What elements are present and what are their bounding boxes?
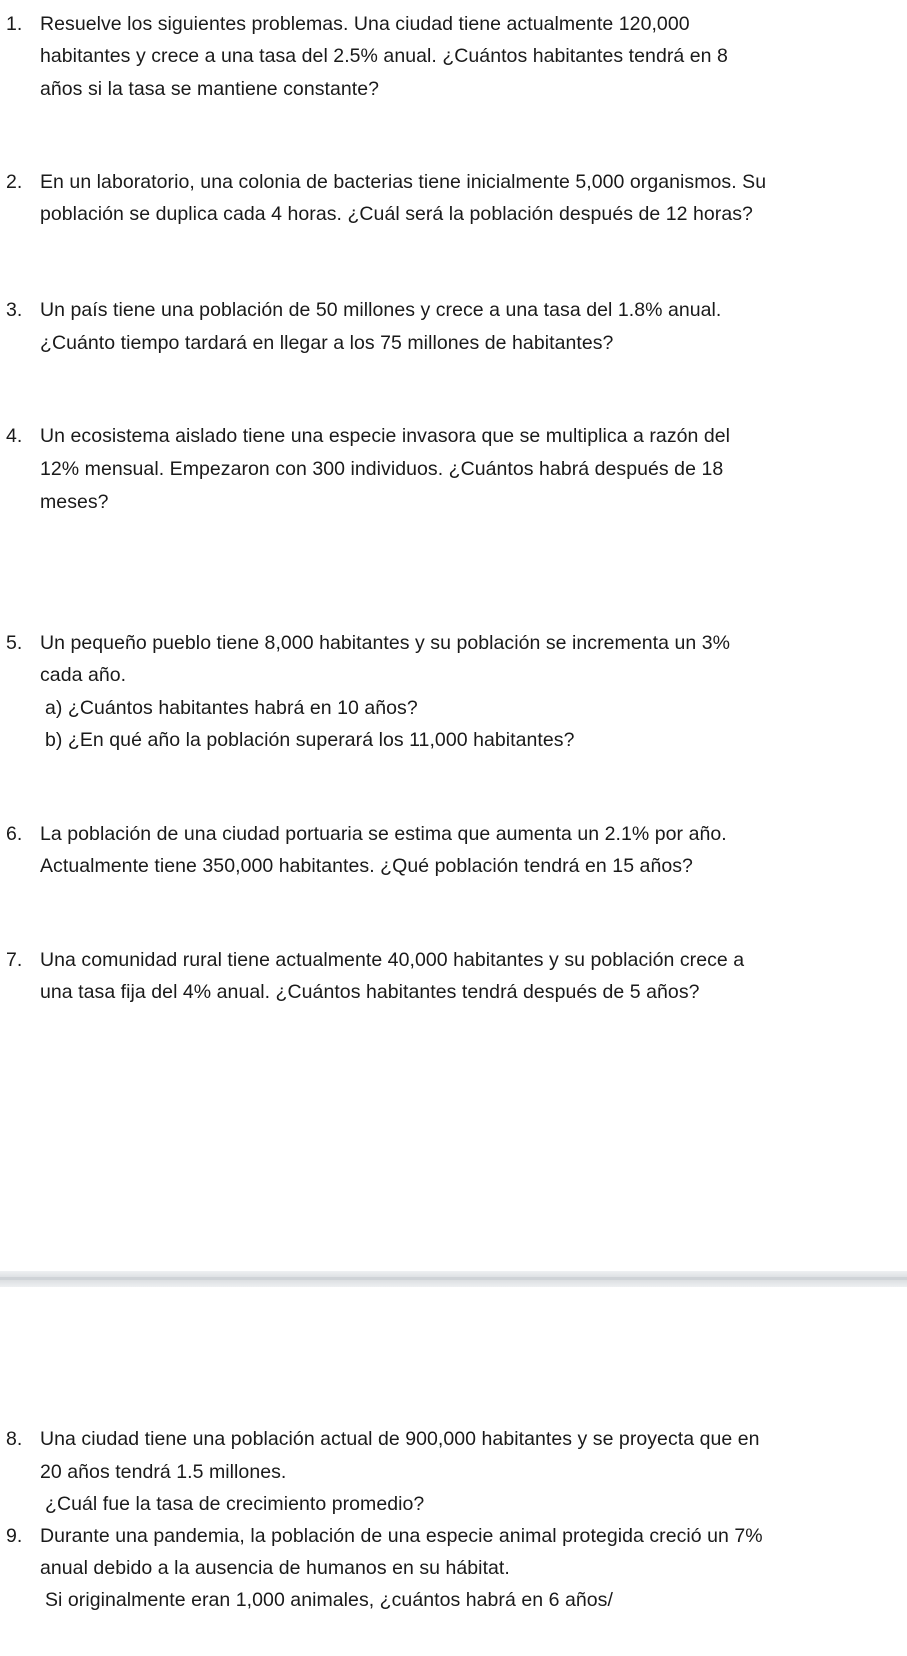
problem-number: 8.	[6, 1428, 23, 1450]
problem-text-line: La población de una ciudad portuaria se estima que aumenta un 2.1% por año.	[40, 823, 727, 845]
problem-number: 4.	[6, 425, 23, 447]
problem-number: 9.	[6, 1525, 23, 1547]
sub-question-b: b) ¿En qué año la población superará los 11,000 habitantes?	[45, 729, 575, 751]
problem-text-line: 20 años tendrá 1.5 millones.	[40, 1461, 287, 1483]
document-page-2	[0, 1287, 907, 1656]
problem-text-line: Un ecosistema aislado tiene una especie invasora que se multiplica a razón del	[40, 425, 731, 447]
problem-text-line: una tasa fija del 4% anual. ¿Cuántos habitantes tendrá después de 5 años?	[40, 981, 700, 1003]
problem-text-line: Resuelve los siguientes problemas. Una ciudad tiene actualmente 120,000	[40, 13, 690, 35]
problem-number: 3.	[6, 299, 23, 321]
problem-text-line: En un laboratorio, una colonia de bacterias tiene inicialmente 5,000 organismos. Su	[40, 171, 767, 193]
page-break-line	[0, 1277, 907, 1280]
problem-text-line: Si originalmente eran 1,000 animales, ¿cuántos habrá en 6 años/	[45, 1589, 613, 1611]
problem-text-line: 12% mensual. Empezaron con 300 individuos. ¿Cuántos habrá después de 18	[40, 458, 724, 480]
problem-text-line: cada año.	[40, 664, 127, 686]
problem-number: 6.	[6, 823, 23, 845]
sub-question-a: a) ¿Cuántos habitantes habrá en 10 años?	[45, 697, 418, 719]
problem-text-line: anual debido a la ausencia de humanos en su hábitat.	[40, 1557, 510, 1579]
problem-number: 5.	[6, 632, 23, 654]
problem-text-line: meses?	[40, 491, 109, 513]
problem-text-line: Durante una pandemia, la población de una especie animal protegida creció un 7%	[40, 1525, 763, 1547]
problem-text-line: Una ciudad tiene una población actual de 900,000 habitantes y se proyecta que en	[40, 1428, 760, 1450]
problem-text-line: Una comunidad rural tiene actualmente 40,000 habitantes y su población crece a	[40, 949, 745, 971]
problem-text-line: ¿Cuál fue la tasa de crecimiento promedio?	[45, 1493, 425, 1515]
problem-number: 1.	[6, 13, 23, 35]
problem-text-line: ¿Cuánto tiempo tardará en llegar a los 75 millones de habitantes?	[40, 332, 614, 354]
problem-text-line: Un país tiene una población de 50 millones y crece a una tasa del 1.8% anual.	[40, 299, 722, 321]
problem-text-line: Un pequeño pueblo tiene 8,000 habitantes y su población se incrementa un 3%	[40, 632, 730, 654]
problem-number: 2.	[6, 171, 23, 193]
problem-text-line: habitantes y crece a una tasa del 2.5% anual. ¿Cuántos habitantes tendrá en 8	[40, 45, 728, 67]
problem-number: 7.	[6, 949, 23, 971]
problem-text-line: años si la tasa se mantiene constante?	[40, 78, 380, 100]
problem-text-line: población se duplica cada 4 horas. ¿Cuál será la población después de 12 horas?	[40, 203, 753, 225]
problem-text-line: Actualmente tiene 350,000 habitantes. ¿Qué población tendrá en 15 años?	[40, 855, 693, 877]
